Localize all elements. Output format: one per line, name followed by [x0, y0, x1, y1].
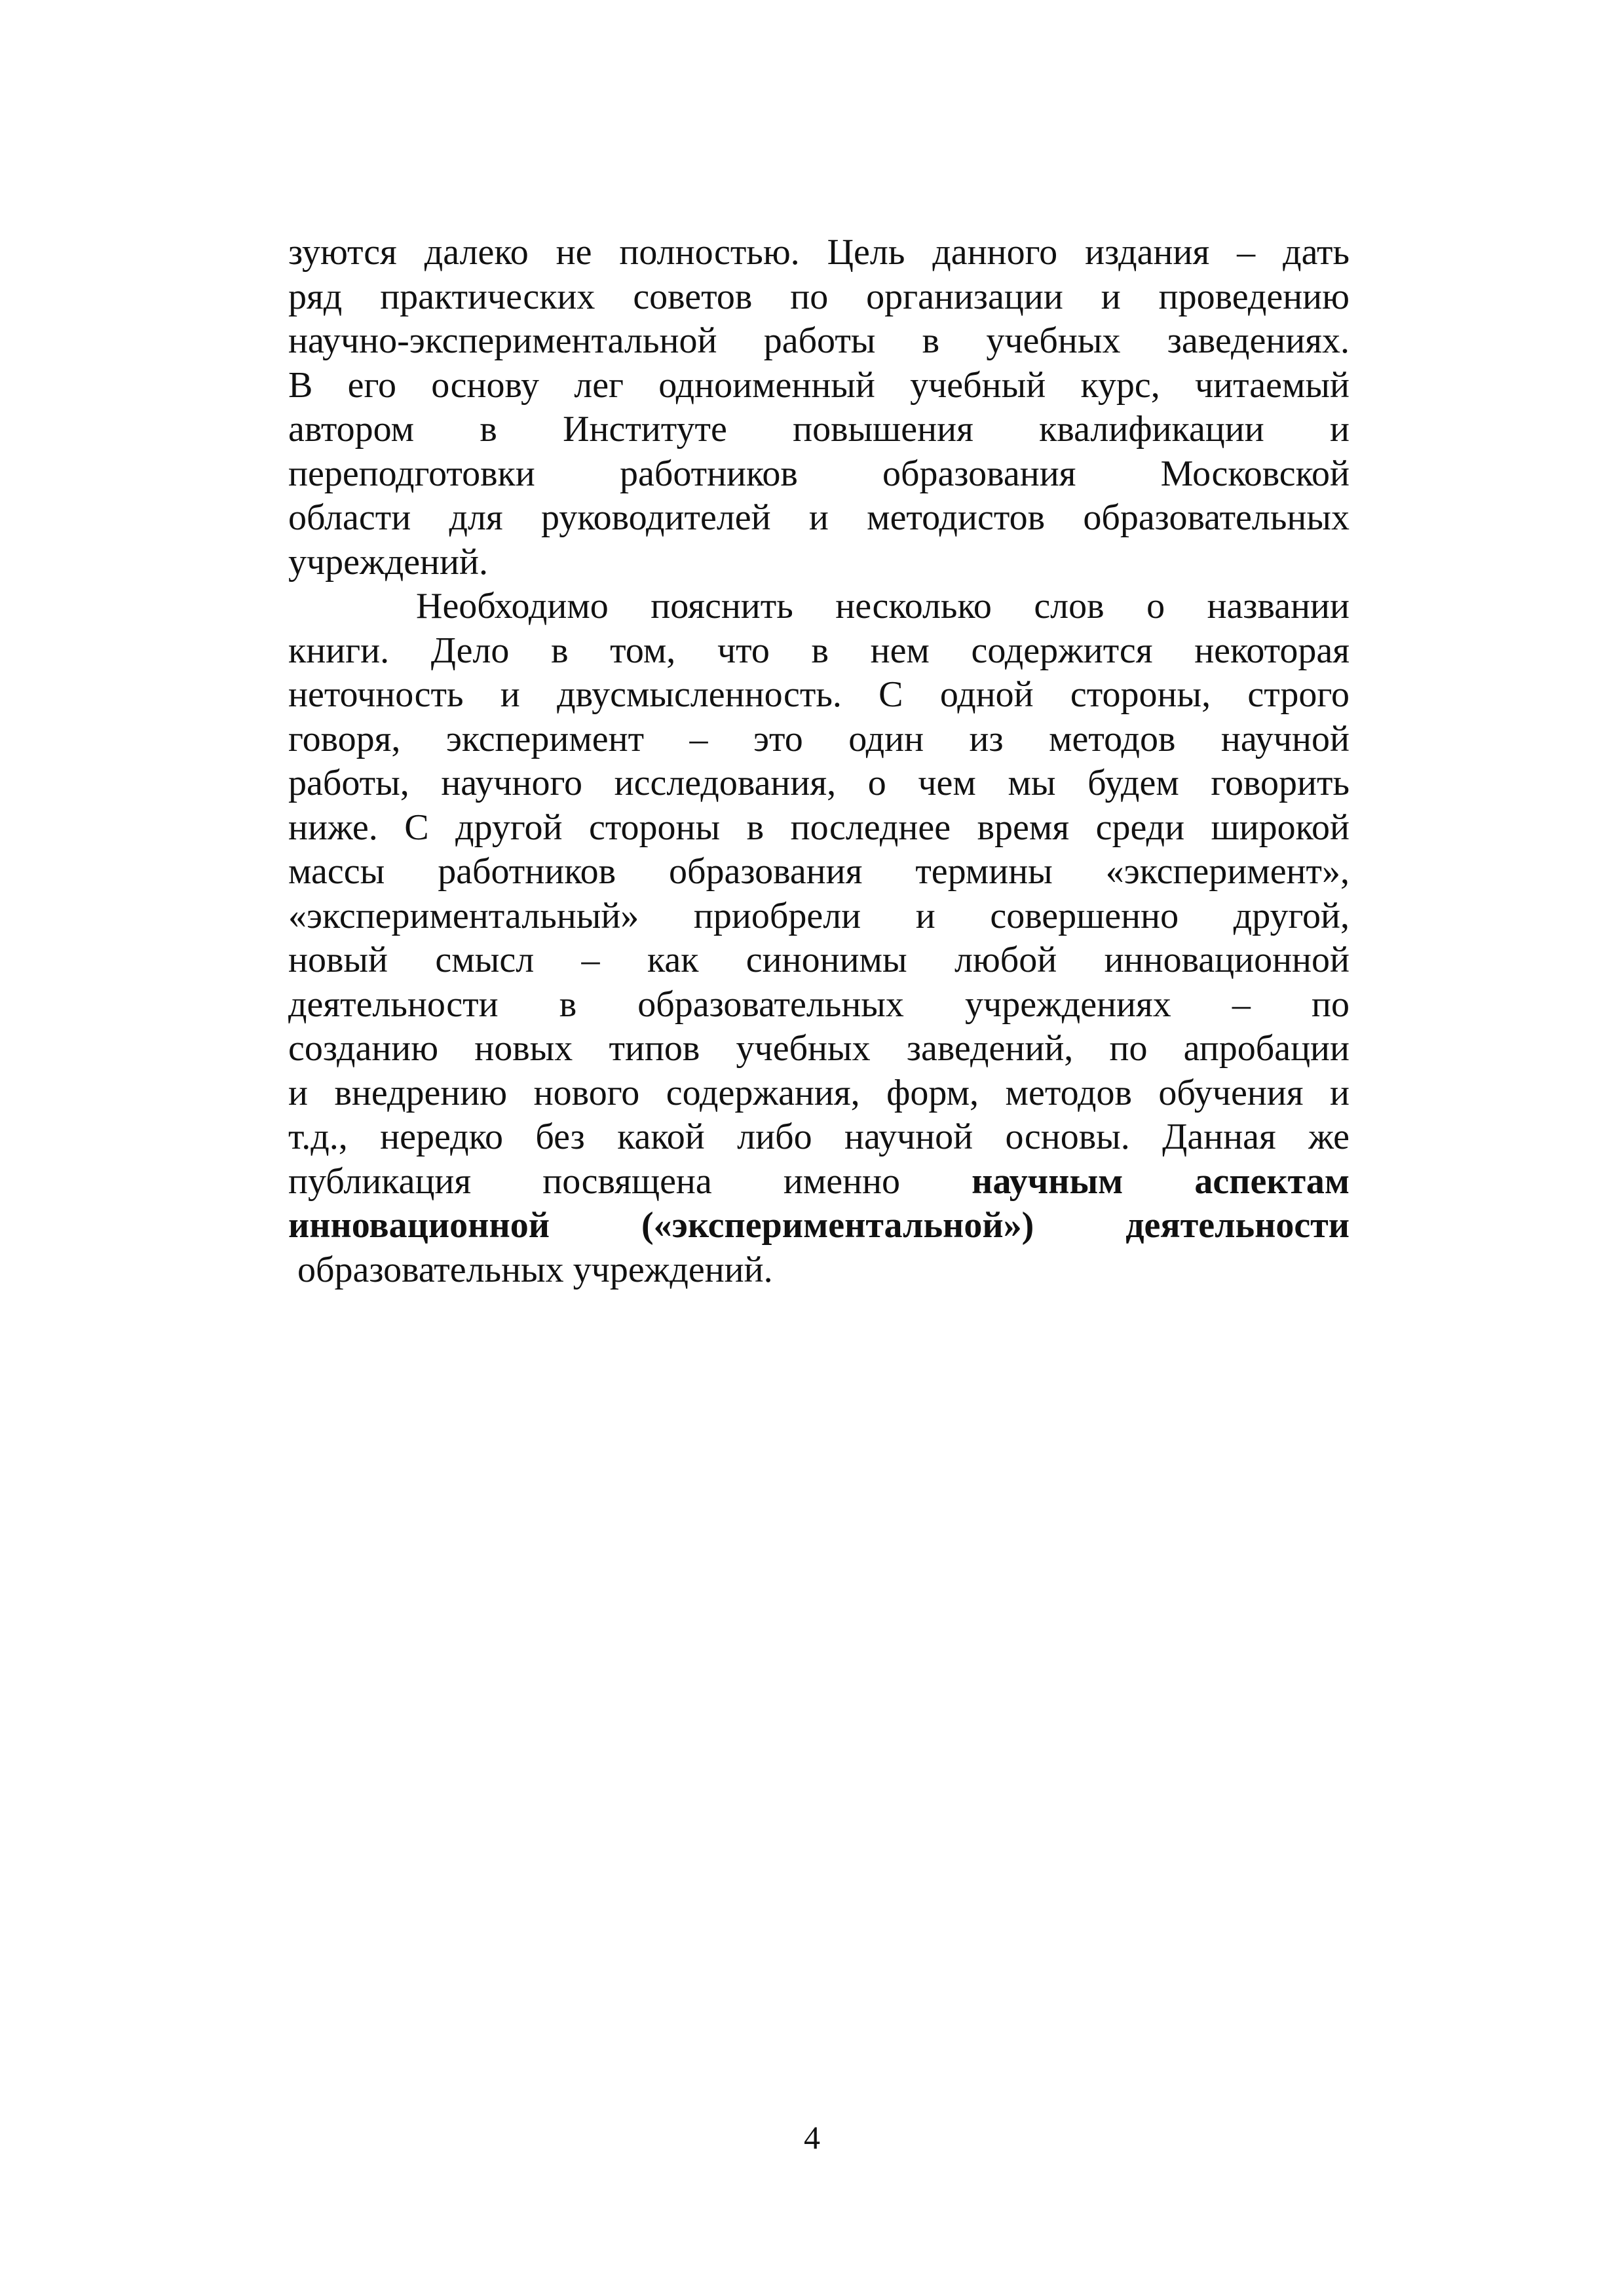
text-line: и внедрению нового содержания, форм, методов обучения и [288, 1072, 1350, 1113]
text-line: работы, научного исследования, о чем мы будем говорить [288, 763, 1350, 803]
text-line: образовательных учреждений. [297, 1249, 773, 1290]
text-line: неточность и двусмысленность. С одной стороны, строго [288, 674, 1350, 715]
text-line: ряд практических советов по организации и проведению [288, 276, 1350, 317]
text-line: научно-экспериментальной работы в учебных заведениях. [288, 320, 1350, 361]
text-line-mixed [288, 1160, 1350, 1204]
bold-text-line: инновационной («экспериментальной») деятельности [288, 1205, 1350, 1246]
text-line: Необходимо пояснить несколько слов о названии [416, 586, 1350, 626]
text-line: «экспериментальный» приобрели и совершенно другой, [288, 895, 1350, 936]
text-line: зуются далеко не полностью. Цель данного издания – дать [288, 232, 1350, 273]
page-number: 4 [804, 2119, 820, 2156]
text-line: ниже. С другой стороны в последнее время среди широкой [288, 807, 1350, 848]
text-line: учреждений. [288, 541, 488, 583]
text-line: созданию новых типов учебных заведений, по апробации [288, 1028, 1350, 1069]
text-line: В его основу лег одноименный учебный курс, читаемый [288, 364, 1350, 406]
text-line: массы работников образования термины «эксперимент», [288, 851, 1350, 892]
text-line: новый смысл – как синонимы любой инновационной [288, 940, 1350, 980]
body-text [288, 231, 1350, 1292]
text-line: т.д., нередко без какой либо научной основы. Данная же [288, 1117, 1350, 1157]
text-line: автором в Институте повышения квалификации и [288, 409, 1350, 450]
text-line: переподготовки работников образования Московской [288, 453, 1350, 494]
text-line: деятельности в образовательных учреждениях – по [288, 984, 1350, 1025]
text-line: говоря, эксперимент – это один из методов научной [288, 718, 1350, 759]
bold-text-segment: научным аспектам [972, 1160, 1350, 1202]
text-segment: публикация посвящена именно [288, 1160, 901, 1202]
text-line: книги. Дело в том, что в нем содержится некоторая [288, 630, 1350, 671]
text-line: области для руководителей и методистов образовательных [288, 497, 1350, 538]
